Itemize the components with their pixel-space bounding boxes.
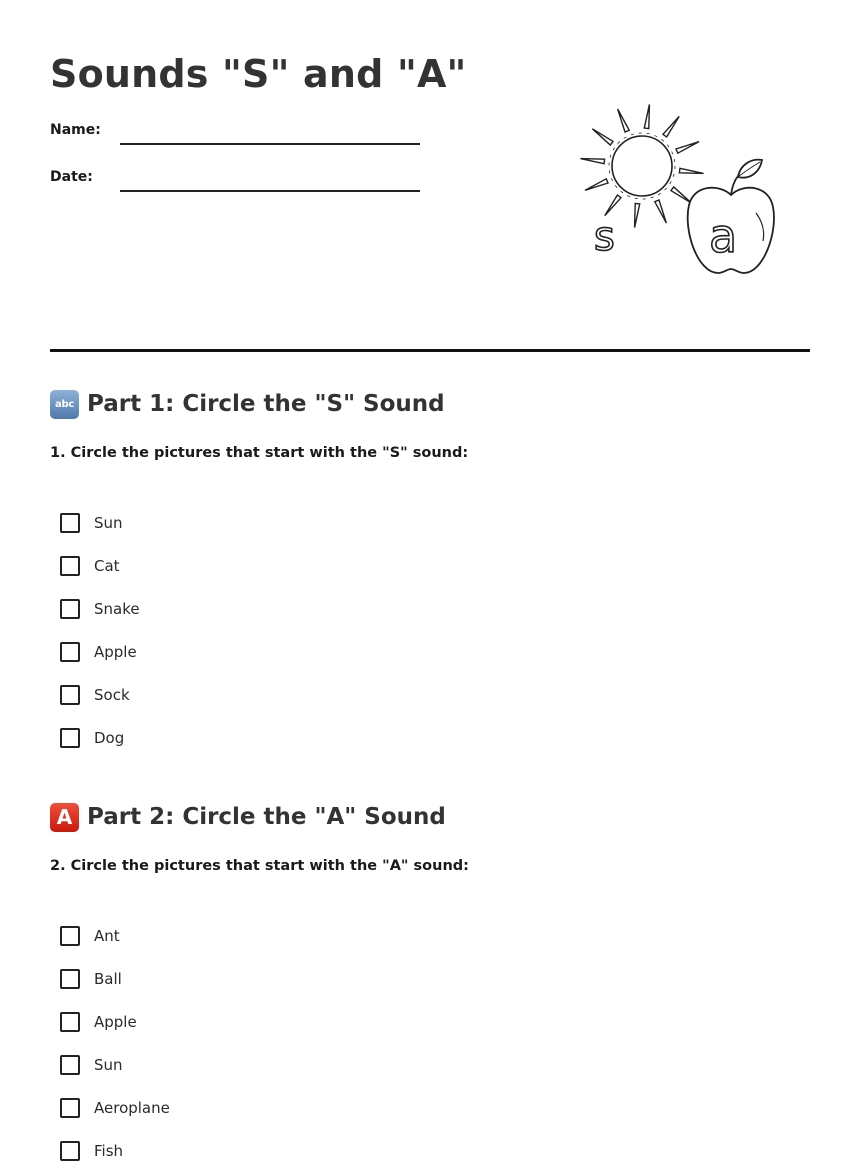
part2-option-label: Fish xyxy=(94,1141,124,1160)
name-field-line[interactable] xyxy=(120,143,420,145)
worksheet-title: Sounds "S" and "A" xyxy=(50,52,467,96)
letter-a-button-icon: A xyxy=(50,803,79,832)
part1-question: 1. Circle the pictures that start with the "S" sound: xyxy=(50,445,469,461)
part1-option-label: Cat xyxy=(94,556,120,575)
part1-option-label: Sock xyxy=(94,685,130,704)
part2-option xyxy=(60,1086,170,1129)
part2-option-checkbox[interactable] xyxy=(60,926,80,946)
part2-option-checkbox[interactable] xyxy=(60,1098,80,1118)
sun-ray xyxy=(644,104,649,128)
letter-a-glyph: a xyxy=(709,209,738,263)
part2-option-label: Apple xyxy=(94,1012,137,1031)
part1-option xyxy=(60,630,140,673)
date-field-line[interactable] xyxy=(120,190,420,192)
date-label: Date: xyxy=(50,169,93,185)
sun-ray xyxy=(655,200,667,223)
sun-ray xyxy=(679,168,703,173)
part1-option-label: Snake xyxy=(94,599,140,618)
part1-option-checkbox[interactable] xyxy=(60,513,80,533)
part1-option xyxy=(60,501,140,544)
part2-option xyxy=(60,1000,170,1043)
part2-options xyxy=(60,914,170,1172)
part1-heading-text: Part 1: Circle the "S" Sound xyxy=(87,391,445,417)
header-divider xyxy=(50,349,810,352)
part2-option-label: Aeroplane xyxy=(94,1098,170,1117)
part2-option xyxy=(60,1129,170,1172)
part1-option-checkbox[interactable] xyxy=(60,685,80,705)
sun-icon xyxy=(580,104,703,227)
part1-option-label: Sun xyxy=(94,513,123,532)
part1-heading xyxy=(50,388,445,420)
part2-option-label: Ball xyxy=(94,969,122,988)
part2-option-checkbox[interactable] xyxy=(60,1012,80,1032)
part1-options xyxy=(60,501,140,759)
part2-option xyxy=(60,1043,170,1086)
sun-ray xyxy=(663,116,679,137)
part1-option xyxy=(60,587,140,630)
sun-ray xyxy=(635,203,640,227)
part1-option-label: Apple xyxy=(94,642,137,661)
part1-option-checkbox[interactable] xyxy=(60,728,80,748)
abc-icon: abc xyxy=(50,390,79,419)
sun-ray xyxy=(618,109,630,132)
part2-option-checkbox[interactable] xyxy=(60,969,80,989)
part2-option xyxy=(60,957,170,1000)
sun-ray xyxy=(676,142,699,154)
sun-ray xyxy=(585,179,608,191)
part1-option xyxy=(60,673,140,716)
part2-question: 2. Circle the pictures that start with the "A" sound: xyxy=(50,858,469,874)
sun-ray xyxy=(605,195,621,216)
part2-heading-text: Part 2: Circle the "A" Sound xyxy=(87,804,446,830)
part1-option-checkbox[interactable] xyxy=(60,556,80,576)
sun-ray xyxy=(592,129,613,145)
part2-option-checkbox[interactable] xyxy=(60,1055,80,1075)
sun-ray xyxy=(580,159,604,164)
part2-heading xyxy=(50,801,446,833)
letter-s-glyph: s xyxy=(594,214,615,260)
part1-option xyxy=(60,544,140,587)
part2-option xyxy=(60,914,170,957)
part1-option-checkbox[interactable] xyxy=(60,642,80,662)
sun-and-apple-illustration xyxy=(570,95,790,285)
part1-option-label: Dog xyxy=(94,728,125,747)
part1-option xyxy=(60,716,140,759)
sun-ray xyxy=(671,187,692,203)
part1-option-checkbox[interactable] xyxy=(60,599,80,619)
part2-option-label: Sun xyxy=(94,1055,123,1074)
part2-option-checkbox[interactable] xyxy=(60,1141,80,1161)
part2-option-label: Ant xyxy=(94,926,120,945)
name-label: Name: xyxy=(50,122,101,138)
